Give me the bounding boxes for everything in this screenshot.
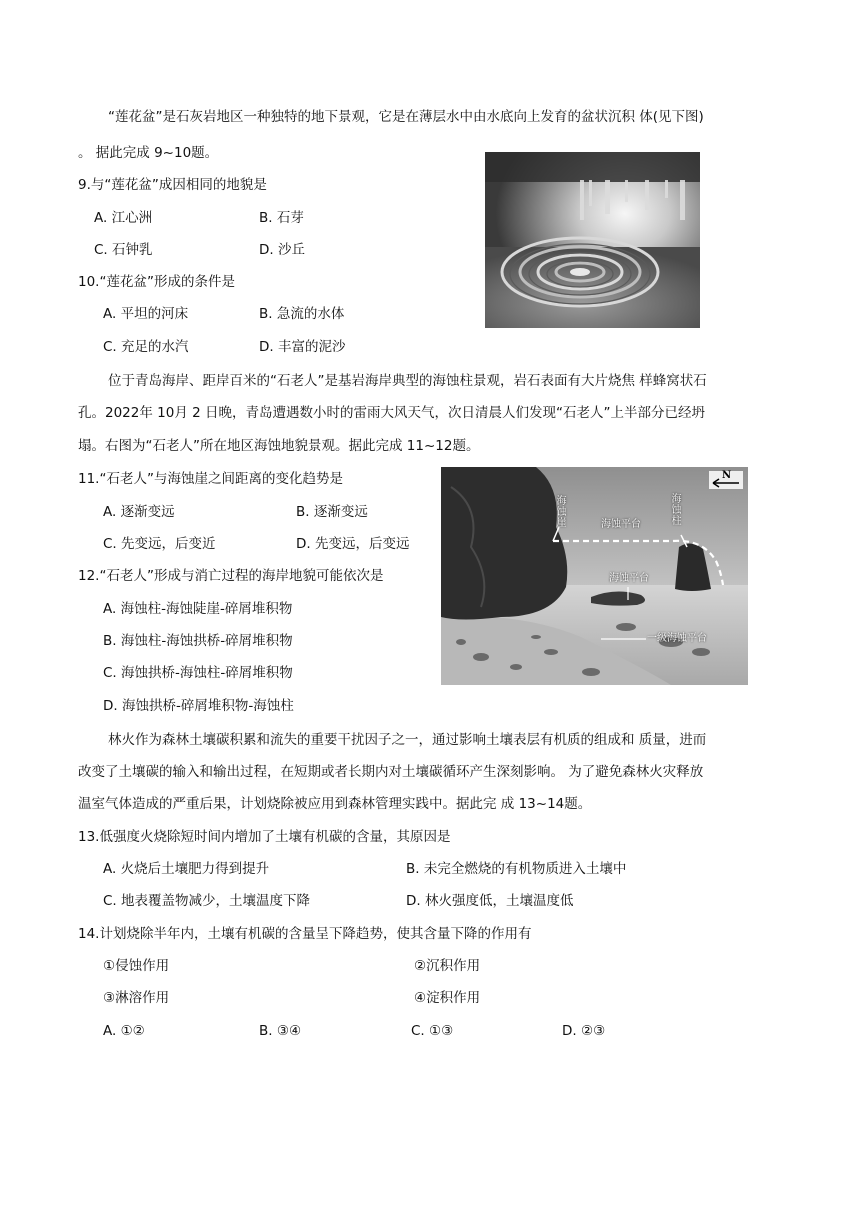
sea-cliff-label: 海蚀崖: [554, 495, 565, 528]
platform-low-label: 一级海蚀平台: [647, 633, 707, 644]
q10-option-d[interactable]: D. 丰富的泥沙: [259, 339, 346, 355]
q14-stem: 14.计划烧除半年内，土壤有机碳的含量呈下降趋势，使其含量下降的作用有: [78, 926, 532, 942]
q14-option-a[interactable]: A. ①②: [103, 1023, 145, 1039]
q12-option-d[interactable]: D. 海蚀拱桥-碎屑堆积物-海蚀柱: [103, 698, 294, 714]
sea-stack-label: 海蚀柱: [669, 493, 680, 526]
passage3-line1: 林火作为森林土壤碳积累和流失的重要干扰因子之一，通过影响土壤表层有机质的组成和 质量，进而: [108, 732, 707, 748]
q14-statement-1: ①侵蚀作用: [103, 958, 170, 974]
passage1-line2: 。 据此完成 9~10题。: [78, 145, 219, 161]
q13-option-c[interactable]: C. 地表覆盖物减少，土壤温度下降: [103, 893, 311, 909]
q10-option-c[interactable]: C. 充足的水汽: [103, 339, 189, 355]
q13-option-a[interactable]: A. 火烧后土壤肥力得到提升: [103, 861, 270, 877]
passage1-line1: “莲花盆”是石灰岩地区一种独特的地下景观，它是在薄层水中由水底向上发育的盆状沉积 体(见下图): [108, 109, 704, 125]
q10-option-a[interactable]: A. 平坦的河床: [103, 306, 189, 322]
q9-option-c[interactable]: C. 石钟乳: [94, 242, 153, 258]
q14-statement-3: ③淋溶作用: [103, 990, 170, 1006]
q9-option-b[interactable]: B. 石芽: [259, 210, 304, 226]
passage2-line3: 塌。右图为“石老人”所在地区海蚀地貌景观。据此完成 11~12题。: [78, 438, 480, 454]
q12-option-c[interactable]: C. 海蚀拱桥-海蚀柱-碎屑堆积物: [103, 665, 293, 681]
q11-option-a[interactable]: A. 逐渐变远: [103, 504, 175, 520]
q11-option-b[interactable]: B. 逐渐变远: [296, 504, 368, 520]
platform-top-label: 海蚀平台: [601, 519, 641, 530]
q9-option-d[interactable]: D. 沙丘: [259, 242, 305, 258]
lotus-basin-photo: [485, 152, 700, 328]
q12-stem: 12.“石老人”形成与消亡过程的海岸地貌可能依次是: [78, 568, 384, 584]
q10-stem: 10.“莲花盆”形成的条件是: [78, 274, 235, 290]
q13-option-d[interactable]: D. 林火强度低，土壤温度低: [406, 893, 574, 909]
north-label: N: [722, 470, 732, 481]
q14-statement-4: ④淀积作用: [414, 990, 481, 1006]
q10-option-b[interactable]: B. 急流的水体: [259, 306, 345, 322]
q13-stem: 13.低强度火烧除短时间内增加了土壤有机碳的含量，其原因是: [78, 829, 451, 845]
q12-option-a[interactable]: A. 海蚀柱-海蚀陡崖-碎屑堆积物: [103, 601, 293, 617]
q9-stem: 9.与“莲花盆”成因相同的地貌是: [78, 177, 267, 193]
sea-stack-photo: [441, 467, 748, 685]
q11-option-d[interactable]: D. 先变远，后变远: [296, 536, 410, 552]
passage2-line2: 孔。2022年 10月 2 日晚，青岛遭遇数小时的雷雨大风天气，次日清晨人们发现“石老人”上半部分已经坍: [78, 405, 705, 421]
q14-option-d[interactable]: D. ②③: [562, 1023, 606, 1039]
q9-option-a[interactable]: A. 江心洲: [94, 210, 153, 226]
q14-option-b[interactable]: B. ③④: [259, 1023, 302, 1039]
q14-statement-2: ②沉积作用: [414, 958, 481, 974]
q13-option-b[interactable]: B. 未完全燃烧的有机物质进入土壤中: [406, 861, 627, 877]
q14-option-c[interactable]: C. ①③: [411, 1023, 454, 1039]
q11-option-c[interactable]: C. 先变远，后变近: [103, 536, 216, 552]
q12-option-b[interactable]: B. 海蚀柱-海蚀拱桥-碎屑堆积物: [103, 633, 293, 649]
platform-mid-label: 海蚀平台: [609, 573, 649, 584]
q11-stem: 11.“石老人”与海蚀崖之间距离的变化趋势是: [78, 471, 343, 487]
passage2-line1: 位于青岛海岸、距岸百米的“石老人”是基岩海岸典型的海蚀柱景观，岩石表面有大片烧焦 样蜂窝状石: [108, 373, 707, 389]
passage3-line3: 温室气体造成的严重后果，计划烧除被应用到森林管理实践中。据此完 成 13~14题。: [78, 796, 592, 812]
passage3-line2: 改变了土壤碳的输入和输出过程，在短期或者长期内对土壤碳循环产生深刻影响。 为了避免森林火灾释放: [78, 764, 704, 780]
